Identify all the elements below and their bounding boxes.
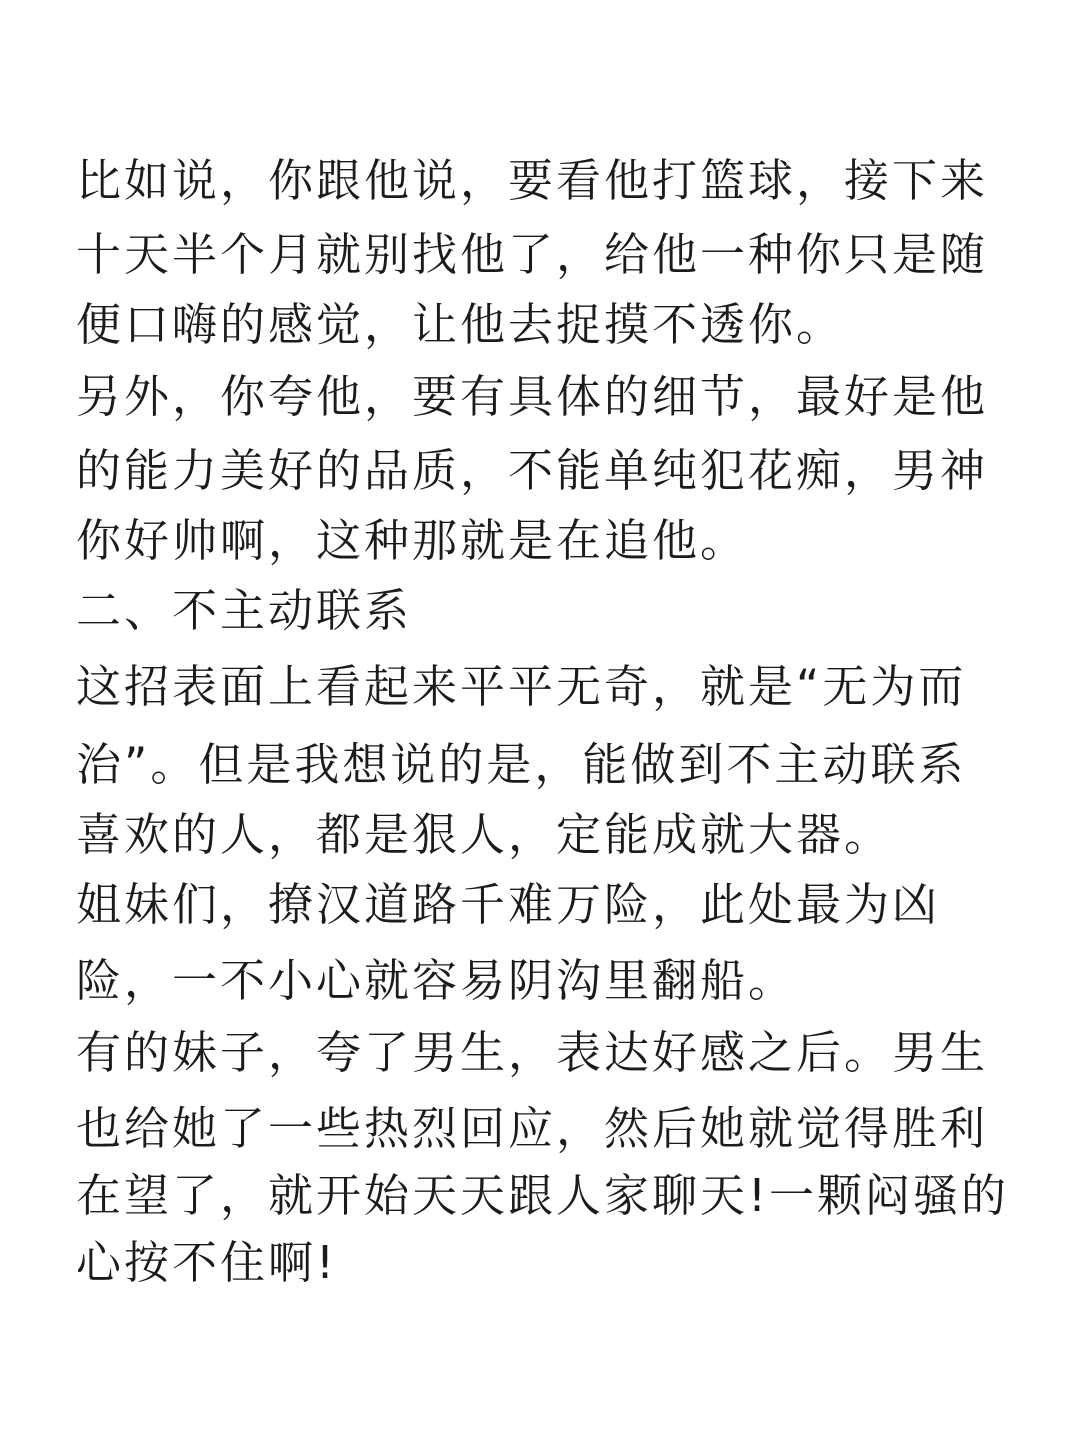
text-line: 喜欢的人，都是狠人，定能成就大器。 [76, 808, 893, 861]
text-line: 有的妹子，夸了男生，表达好感之后。男生 [76, 1026, 989, 1079]
text-line: 姐妹们，撩汉道路千难万险，此处最为凶 [76, 878, 941, 931]
text-line: 在望了，就开始天天跟人家聊天!一颗闷骚的 [76, 1169, 1010, 1222]
text-line: 另外，你夸他，要有具体的细节，最好是他 [76, 370, 989, 423]
section-heading: 二、不主动联系 [76, 584, 413, 637]
text-line: 十天半个月就别找他了，给他一种你只是随 [76, 228, 989, 281]
text-line: 的能力美好的品质，不能单纯犯花痴，男神 [76, 444, 989, 497]
text-line: 也给她了一些热烈回应，然后她就觉得胜利 [76, 1102, 989, 1155]
text-line: 比如说，你跟他说，要看他打篮球，接下来 [76, 154, 989, 207]
text-line: 治”。但是我想说的是，能做到不主动联系 [76, 738, 967, 791]
text-line: 这招表面上看起来平平无奇，就是“无为而 [76, 660, 967, 713]
text-line: 你好帅啊，这种那就是在追他。 [76, 514, 749, 567]
text-line: 险，一不小心就容易阴沟里翻船。 [76, 954, 797, 1007]
text-line: 便口嗨的感觉，让他去捉摸不透你。 [76, 298, 845, 351]
text-line: 心按不住啊! [76, 1236, 338, 1289]
